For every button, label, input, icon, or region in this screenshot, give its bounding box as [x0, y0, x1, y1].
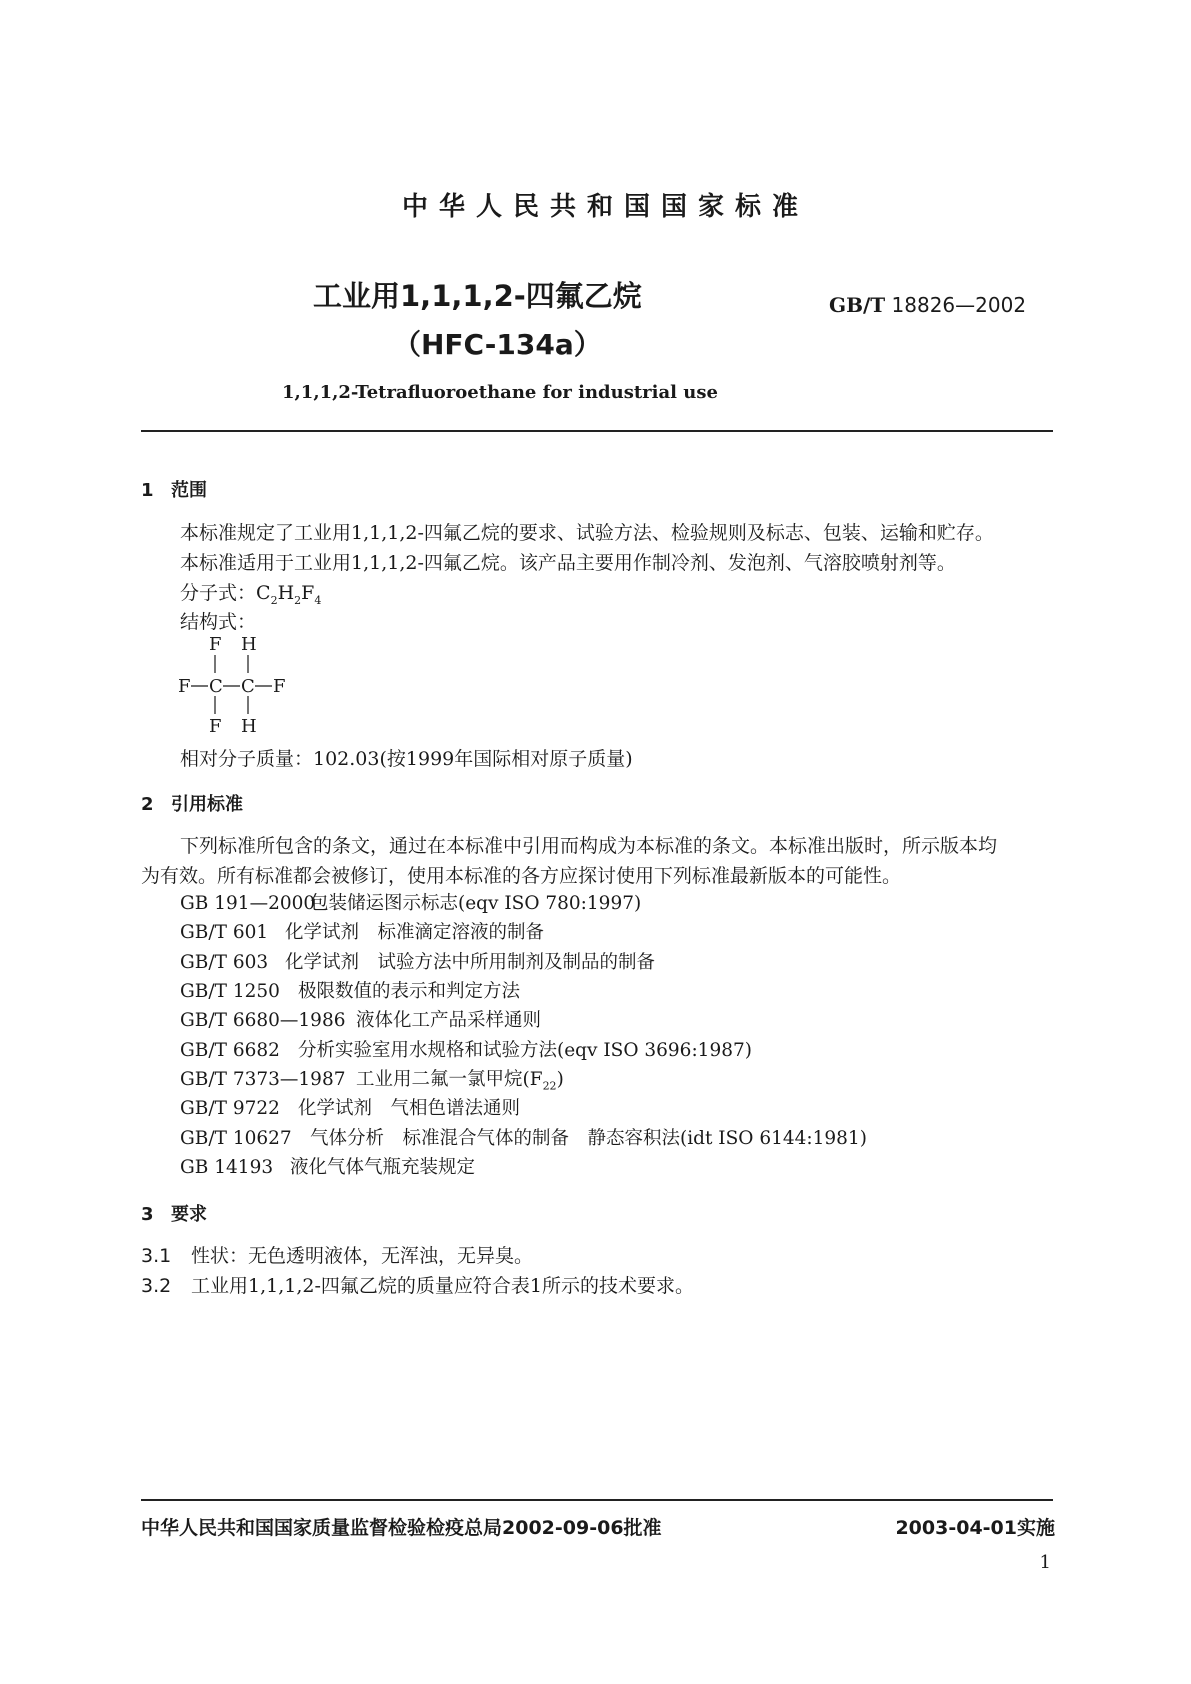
- atom-carbon-2: C: [241, 676, 255, 697]
- molecular-formula: [180, 578, 321, 607]
- reference-item: [180, 918, 544, 944]
- reference-code: GB/T 10627: [180, 1128, 292, 1149]
- reference-title: 极限数值的表示和判定方法: [298, 981, 521, 1002]
- formula-fluorine: F: [301, 582, 315, 604]
- formula-hydrogen-count: 2: [294, 593, 302, 607]
- atom-left: F: [178, 676, 191, 697]
- section-number: 3: [141, 1204, 154, 1225]
- molar-mass: 相对分子质量：102.03(按1999年国际相对原子质量): [180, 748, 633, 770]
- standard-number: [829, 293, 1026, 317]
- standard-title-cn: 工业用1,1,1,2-四氟乙烷: [313, 279, 642, 313]
- structure-label: 结构式：: [180, 611, 257, 633]
- reference-title-end: ): [556, 1069, 564, 1090]
- reference-item: [180, 1094, 520, 1120]
- standard-title-abbrev: （HFC-134a）: [393, 328, 602, 361]
- section-3-heading: [141, 1200, 207, 1226]
- section-number: 2: [141, 794, 154, 815]
- reference-title: 工业用二氟一氯甲烷(F: [356, 1069, 543, 1090]
- section-title: 范围: [171, 480, 207, 501]
- section-title: 引用标准: [171, 794, 243, 815]
- structural-formula: [168, 632, 308, 742]
- formula-carbon: C: [256, 582, 271, 604]
- requirement-text: 工业用1,1,1,2-四氟乙烷的质量应符合表1所示的技术要求。: [191, 1275, 694, 1297]
- reference-code: GB/T 7373—1987: [180, 1069, 346, 1090]
- requirement-item: [141, 1241, 533, 1268]
- reference-item: [180, 1006, 541, 1032]
- reference-code: GB 14193: [180, 1157, 274, 1178]
- scope-paragraph-2: 本标准适用于工业用1,1,1,2-四氟乙烷。该产品主要用作制冷剂、发泡剂、气溶胶喷射剂等。: [180, 552, 956, 574]
- standard-number-value: 18826—2002: [891, 293, 1027, 317]
- reference-code: GB/T 6680—1986: [180, 1010, 346, 1031]
- atom-right: F: [273, 676, 286, 697]
- references-intro-line-1: 下列标准所包含的条文，通过在本标准中引用而构成为本标准的条文。本标准出版时，所示版本均: [180, 835, 998, 857]
- page-number: 1: [1039, 1552, 1051, 1573]
- references-intro-line-2: 为有效。所有标准都会被修订，使用本标准的各方应探讨使用下列标准最新版本的可能性。: [141, 865, 902, 887]
- atom-bottom-left: F: [209, 716, 222, 737]
- formula-label: 分子式：: [180, 582, 257, 604]
- section-2-heading: [141, 790, 243, 816]
- section-number: 1: [141, 480, 154, 501]
- footer-divider: [141, 1499, 1053, 1501]
- reference-title: 液体化工产品采样通则: [356, 1010, 542, 1031]
- requirement-item: [141, 1271, 694, 1298]
- formula-hydrogen: H: [277, 582, 295, 604]
- national-standard-heading: 中华人民共和国国家标准: [401, 192, 809, 222]
- reference-title: 包装储运图示标志(eqv ISO 780:1997): [310, 893, 642, 914]
- issuing-authority: 中华人民共和国国家质量监督检验检疫总局2002-09-06批准: [141, 1517, 662, 1539]
- atom-carbon-1: C: [209, 676, 223, 697]
- reference-code: GB 191—2000: [180, 893, 316, 914]
- reference-item: [180, 977, 520, 1003]
- reference-title: 气体分析 标准混合气体的制备 静态容积法(idt ISO 6144:1981): [310, 1128, 867, 1149]
- reference-item: [180, 1036, 752, 1062]
- standard-prefix: GB/T: [829, 293, 886, 317]
- reference-item: [180, 1153, 475, 1179]
- section-1-heading: [141, 476, 207, 502]
- requirement-number: 3.2: [141, 1275, 172, 1297]
- header-divider: [141, 430, 1053, 432]
- standard-title-en: 1,1,1,2-Tetrafluoroethane for industrial use: [282, 382, 718, 403]
- formula-carbon-count: 2: [270, 593, 278, 607]
- reference-item: [180, 1065, 564, 1093]
- effective-date: 2003-04-01实施: [895, 1517, 1055, 1539]
- reference-title: 分析实验室用水规格和试验方法(eqv ISO 3696:1987): [298, 1040, 752, 1061]
- reference-code: GB/T 1250: [180, 981, 280, 1002]
- formula-fluorine-count: 4: [314, 593, 322, 607]
- reference-title: 化学试剂 标准滴定溶液的制备: [285, 922, 545, 943]
- reference-title: 液化气体气瓶充装规定: [290, 1157, 476, 1178]
- reference-code: GB/T 601: [180, 922, 269, 943]
- atom-bottom-right: H: [241, 716, 257, 737]
- reference-title: 化学试剂 气相色谱法通则: [298, 1098, 521, 1119]
- reference-item: [180, 1124, 867, 1150]
- reference-code: GB/T 9722: [180, 1098, 280, 1119]
- atom-top-left: F: [209, 634, 222, 655]
- reference-title: 化学试剂 试验方法中所用制剂及制品的制备: [285, 952, 656, 973]
- reference-code: GB/T 603: [180, 952, 269, 973]
- atom-top-right: H: [241, 634, 257, 655]
- reference-item: [180, 948, 655, 974]
- scope-paragraph-1: 本标准规定了工业用1,1,1,2-四氟乙烷的要求、试验方法、检验规则及标志、包装、运输和贮存。: [180, 522, 994, 544]
- reference-item: [180, 889, 641, 915]
- bond-lines: [191, 655, 272, 714]
- reference-code: GB/T 6682: [180, 1040, 280, 1061]
- requirement-text: 性状：无色透明液体，无浑浊，无异臭。: [191, 1245, 534, 1267]
- reference-title-subscript: 22: [542, 1079, 557, 1093]
- requirement-number: 3.1: [141, 1245, 172, 1267]
- section-title: 要求: [171, 1204, 207, 1225]
